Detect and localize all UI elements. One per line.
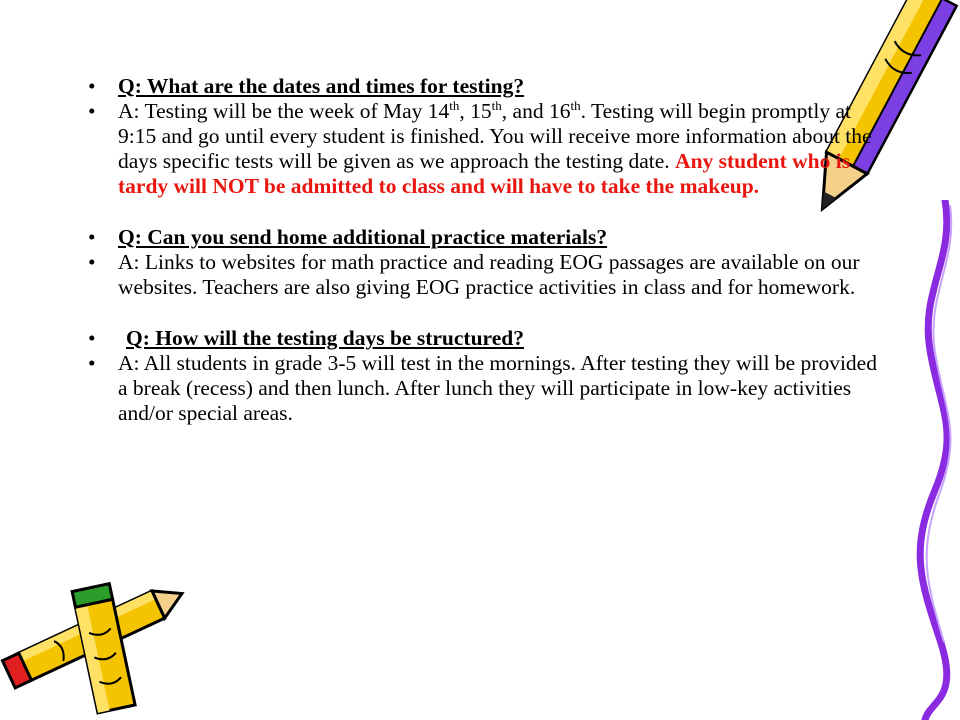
answer-text: . Testing will begin promptly at 9:15 and go until every student is finished. You will receive more information about the days specific tests will be given as we approach the testing date. [118, 99, 872, 173]
list-item [80, 351, 880, 426]
bullet: • [88, 351, 96, 375]
list-item [80, 250, 880, 300]
answer-dates-times [118, 99, 872, 198]
bullet: • [88, 326, 96, 350]
question-dates-times: Q: What are the dates and times for testing? [118, 74, 525, 98]
answer-text: A: Testing will be the week of May 14 [118, 99, 450, 123]
list-item [80, 225, 880, 250]
ordinal-suffix: th [449, 98, 460, 113]
bullet: • [88, 225, 96, 249]
list-item [80, 99, 880, 199]
bullet: • [88, 99, 96, 123]
ordinal-suffix: th [491, 98, 502, 113]
question-testing-days: Q: How will the testing days be structured? [126, 326, 524, 350]
list-item [80, 326, 880, 351]
list-item [80, 74, 880, 99]
qa-list [80, 74, 880, 426]
ordinal-suffix: th [570, 98, 581, 113]
squiggle-line-decoration [900, 200, 960, 720]
answer-text: , and 16 [501, 99, 571, 123]
bullet: • [88, 74, 96, 98]
question-practice-materials: Q: Can you send home additional practice materials? [118, 225, 608, 249]
answer-practice-materials: A: Links to websites for math practice and reading EOG passages are available on our websites. Teachers are also giving EOG practice activities in class and for homework. [118, 250, 860, 299]
pencil-icon [60, 580, 150, 720]
tardy-warning: Any student who is tardy will NOT be admitted to class and will have to take the makeup. [118, 149, 851, 198]
answer-testing-days: A: All students in grade 3-5 will test in the mornings. After testing they will be provided a break (recess) and then lunch. After lunch they will participate in low-key activities and/or special areas. [118, 351, 877, 425]
bullet: • [88, 250, 96, 274]
answer-text: , 15 [459, 99, 492, 123]
